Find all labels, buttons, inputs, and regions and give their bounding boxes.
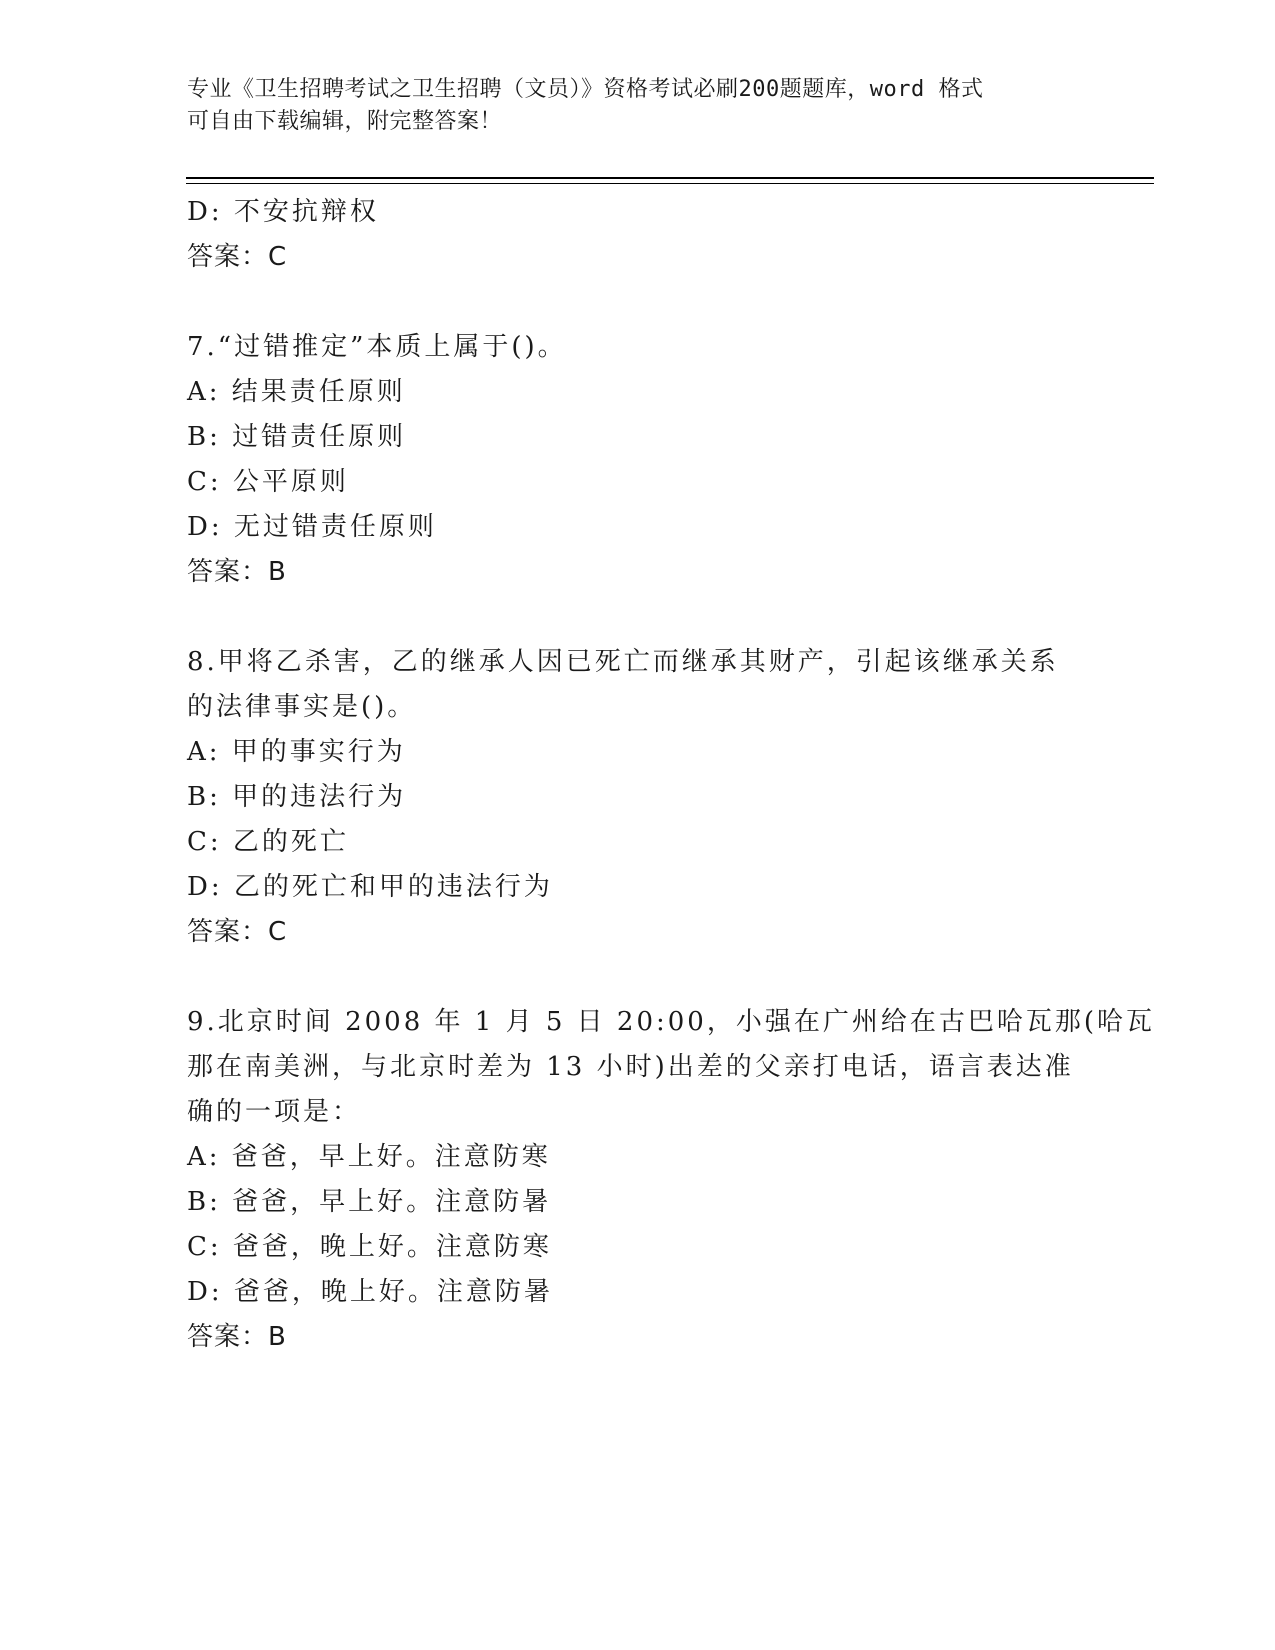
- answer: 答案：C: [187, 917, 288, 947]
- option-d: D: 爸爸，晚上好。注意防暑: [187, 1277, 553, 1307]
- answer: 答案：B: [187, 557, 287, 587]
- option-a: A: 结果责任原则: [187, 377, 406, 407]
- question-9: [187, 1000, 1155, 1360]
- header-rule-thin: [186, 183, 1154, 184]
- answer: 答案：C: [187, 242, 288, 272]
- question-list: [187, 190, 1155, 1360]
- question-8: [187, 640, 1087, 955]
- header-line-2: 可自由下载编辑，附完整答案！: [187, 109, 503, 134]
- option-a: A: 甲的事实行为: [187, 737, 406, 767]
- option-c: C: 乙的死亡: [187, 827, 349, 857]
- answer: 答案：B: [187, 1322, 287, 1352]
- question-stem: 确的一项是：: [187, 1097, 362, 1127]
- option-b: B: 甲的违法行为: [187, 782, 407, 812]
- option-c: C: 爸爸，晚上好。注意防寒: [187, 1232, 552, 1262]
- question-7: [187, 325, 1087, 595]
- header-line-1: 专业《卫生招聘考试之卫生招聘（文员）》资格考试必刷200题题库，word 格式: [187, 77, 984, 102]
- question-stem: 7.“过错推定”本质上属于()。: [187, 332, 567, 362]
- option-d: D: 无过错责任原则: [187, 512, 437, 542]
- question-stem: 9.北京时间 2008 年 1 月 5 日 20:00，小强在广州给在古巴哈瓦那(哈瓦: [187, 1007, 1155, 1037]
- option-c: C: 公平原则: [187, 467, 349, 497]
- document-header: [187, 74, 1067, 138]
- option-d: D: 乙的死亡和甲的违法行为: [187, 872, 553, 902]
- option-d: D: 不安抗辩权: [187, 197, 379, 227]
- header-rule-thick: [186, 177, 1154, 179]
- option-a: A: 爸爸，早上好。注意防寒: [187, 1142, 551, 1172]
- option-b: B: 爸爸，早上好。注意防暑: [187, 1187, 552, 1217]
- question-stem: 8.甲将乙杀害，乙的继承人因已死亡而继承其财产，引起该继承关系: [187, 647, 1059, 677]
- option-b: B: 过错责任原则: [187, 422, 407, 452]
- question-stem: 那在南美洲，与北京时差为 13 小时)出差的父亲打电话，语言表达准: [187, 1052, 1074, 1082]
- question-stem: 的法律事实是()。: [187, 692, 417, 722]
